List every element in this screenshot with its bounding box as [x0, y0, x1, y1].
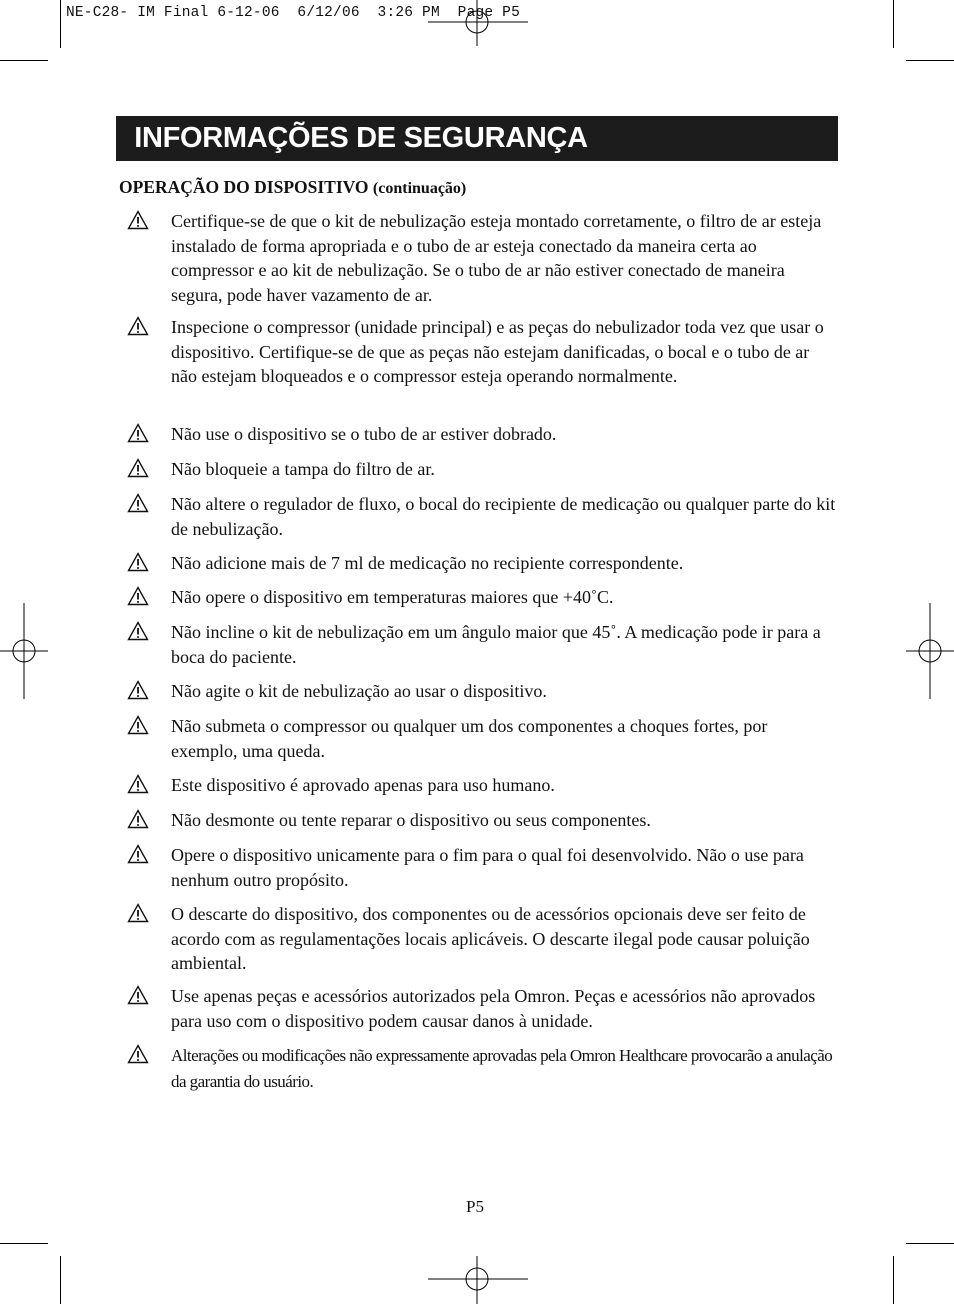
warning-triangle-icon: [127, 210, 149, 230]
warning-item: [171, 714, 837, 763]
warning-text: Não desmonte ou tente reparar o dispositivo ou seus componentes.: [171, 810, 651, 830]
warning-triangle-icon: [127, 774, 149, 794]
warning-text: Não agite o kit de nebulização ao usar o dispositivo.: [171, 681, 547, 701]
warning-item: [171, 843, 837, 892]
print-slug: NE-C28- IM Final 6-12-06 6/12/06 3:26 PM Page P5: [66, 5, 520, 21]
warning-triangle-icon: [127, 586, 149, 606]
warning-text: Não altere o regulador de fluxo, o bocal do recipiente de medicação ou qualquer parte do kit de nebulização.: [171, 494, 836, 539]
page-number: P5: [466, 1197, 484, 1216]
warning-triangle-icon: [127, 844, 149, 864]
warning-text: Não adicione mais de 7 ml de medicação no recipiente correspondente.: [171, 553, 684, 573]
warning-item: [171, 315, 837, 389]
warning-triangle-icon: [127, 621, 149, 641]
warning-text: Opere o dispositivo unicamente para o fim para o qual foi desenvolvido. Não o use para nenhum outro propósito.: [171, 845, 804, 890]
warning-item: [171, 902, 837, 976]
warning-item: [171, 808, 837, 833]
warning-text: Não incline o kit de nebulização em um ângulo maior que 45˚. A medicação pode ir para a boca do paciente.: [171, 622, 821, 667]
section-heading-text: OPERAÇÃO DO DISPOSITIVO: [119, 177, 369, 197]
warning-triangle-icon: [127, 1044, 149, 1064]
warning-triangle-icon: [127, 423, 149, 443]
warning-text: Alterações ou modificações não expressamente aprovadas pela Omron Healthcare provocarão a anulação da garantia do usuário.: [171, 1046, 833, 1091]
warning-text: Inspecione o compressor (unidade principal) e as peças do nebulizador toda vez que usar o dispositivo. Certifique-se de que as peças não estejam danificadas, o bocal e o tubo de ar não estejam bloqueados e o compressor esteja operando normalmente.: [171, 317, 824, 386]
warning-triangle-icon: [127, 552, 149, 572]
warning-item: [171, 679, 837, 704]
warning-item: [171, 551, 837, 576]
warning-item: [171, 422, 837, 447]
warning-text: Não submeta o compressor ou qualquer um dos componentes a choques fortes, por exemplo, uma queda.: [171, 716, 768, 761]
warning-item: [171, 773, 837, 798]
warning-triangle-icon: [127, 458, 149, 478]
warning-triangle-icon: [127, 715, 149, 735]
warning-triangle-icon: [127, 903, 149, 923]
warning-item: [171, 457, 837, 482]
warning-item: [171, 620, 837, 669]
warning-text: Use apenas peças e acessórios autorizados pela Omron. Peças e acessórios não aprovados para uso com o dispositivo podem causar danos à unidade.: [171, 986, 816, 1031]
warning-text: Certifique-se de que o kit de nebulização esteja montado corretamente, o filtro de ar esteja instalado de forma apropriada e o tubo de ar esteja conectado da maneira certa ao compressor e ao kit de nebulização. Se o tubo de ar não estiver conectado de maneira segura, pode haver vazamento de ar.: [171, 211, 822, 305]
warning-item: [171, 984, 837, 1033]
warning-triangle-icon: [127, 316, 149, 336]
warning-text: Este dispositivo é aprovado apenas para uso humano.: [171, 775, 555, 795]
warning-item: [171, 585, 837, 610]
warning-item: [171, 209, 837, 307]
warning-triangle-icon: [127, 493, 149, 513]
warning-triangle-icon: [127, 985, 149, 1005]
warning-text: O descarte do dispositivo, dos componentes ou de acessórios opcionais deve ser feito de acordo com as regulamentações locais aplicáveis. O descarte ilegal pode causar poluição ambiental.: [171, 904, 810, 973]
warning-triangle-icon: [127, 809, 149, 829]
warning-text: Não use o dispositivo se o tubo de ar estiver dobrado.: [171, 424, 557, 444]
warning-item: [171, 1043, 837, 1095]
warning-triangle-icon: [127, 680, 149, 700]
section-heading-suffix: (continuação): [372, 180, 467, 197]
warning-item: [171, 492, 837, 541]
warning-text: Não opere o dispositivo em temperaturas maiores que +40˚C.: [171, 587, 614, 607]
page-title: INFORMAÇÕES DE SEGURANÇA: [134, 122, 588, 154]
warning-text: Não bloqueie a tampa do filtro de ar.: [171, 459, 435, 479]
